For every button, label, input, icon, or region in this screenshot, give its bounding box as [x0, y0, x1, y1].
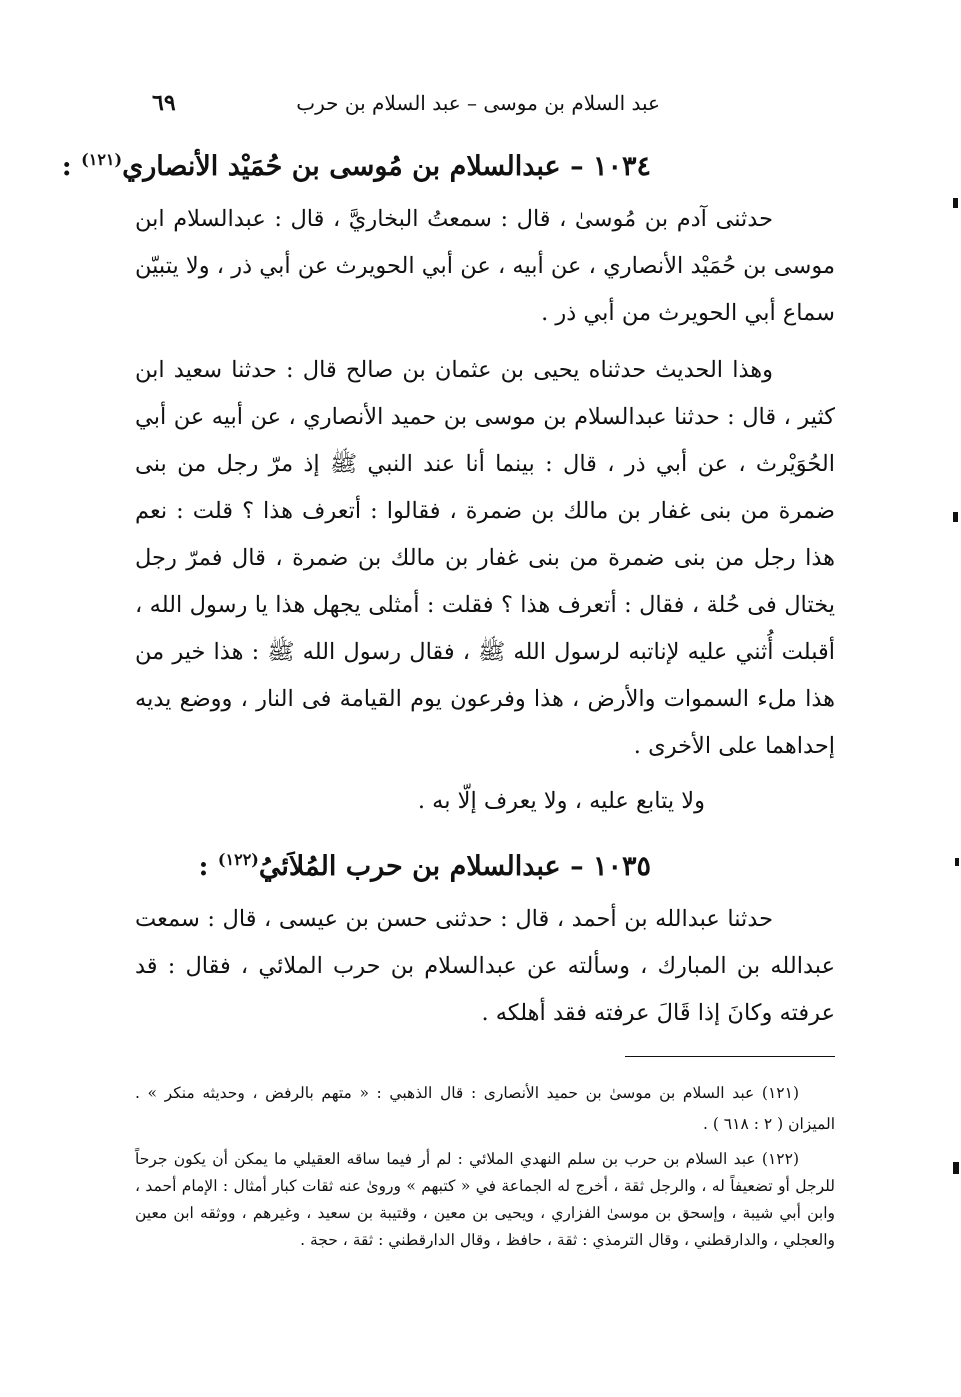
entry-name: عبدالسلام بن حرب المُلاَئيُ: [258, 851, 561, 882]
margin-mark: [953, 198, 958, 208]
paragraph: وهذا الحديث حدثناه يحيى بن عثمان بن صالح قال : حدثنا سعيد ابن كثير ، قال : حدثنا عبدالسلام بن موسى بن حميد الأنصاري ، عن أبيه عن أبي الحُوَيْرث ، عن أبي ذر ، قال : بينما أنا عند النبي ﷺ إذ مرّ رجل من بنى ضمرة من بنى غفار بن مالك بن ضمرة ، فقالوا : أتعرف هذا ؟ قلت : نعم هذا رجل من بنى ضمرة من بنى غفار بن مالك بن ضمرة ، قال فمرّ رجل يختال فى حُلة ، فقال : أتعرف هذا ؟ فقلت : أمثلى يجهل هذا يا رسول الله ، أقبلت أُثني عليه لإناتبه لرسول الله ﷺ ، فقال رسول الله ﷺ : هذا خير من هذا ملء السموات والأرض ، هذا وفرعون يوم القيامة فى النار ، ووضع يديه إحداهما على الأخرى .: [135, 357, 835, 759]
entry-1035-text: [135, 896, 835, 1037]
footnote-reference: (١٢١): [81, 150, 123, 169]
entry-heading-1035: [199, 840, 651, 887]
footnote-121: (١٢١) عبد السلام بن موسىٰ بن حميد الأنصارى : قال الذهبي : « متهم بالرفض ، وحديثه منكر » . الميزان ( ٢ : ٦١٨ ) .: [135, 1084, 835, 1133]
entry-dash: –: [570, 851, 584, 882]
page-header: [130, 88, 660, 122]
entry-colon: :: [198, 851, 209, 882]
paragraph: ولا يتابع عليه ، ولا يعرف إلّا به .: [417, 788, 705, 814]
paragraph: حدثنى آدم بن مُوسىٰ ، قال : سمعتُ البخاريَّ ، قال : عبدالسلام ابن موسى بن حُمَيْد الأنصاري ، عن أبيه ، عن أبي الحويرث عن أبي ذر ، ولا يتبيّن سماع أبي الحويرث من أبي ذر .: [135, 206, 835, 326]
entry-dash: –: [570, 151, 584, 182]
page-number: ٦٩: [152, 90, 176, 116]
footnote-reference: (١٢٢): [217, 850, 259, 869]
entry-number: ١٠٣٤: [592, 151, 651, 182]
paragraph: حدثنا عبدالله بن أحمد ، قال : حدثنى حسن بن عيسى ، قال : سمعت عبدالله بن المبارك ، وسألته عن عبدالسلام بن حرب الملائي ، فقال : قد عرفته وكانَ إذا قَالَ عرفته فقد أهلكه .: [135, 906, 835, 1026]
entry-colon: :: [61, 151, 72, 182]
entry-name: عبدالسلام بن مُوسى بن حُمَيْد الأنصاري: [122, 151, 561, 182]
entry-heading-1034: [62, 140, 651, 187]
footnote-separator: [625, 1056, 835, 1057]
entry-number: ١٠٣٥: [592, 851, 651, 882]
margin-mark: [955, 858, 959, 866]
footnote-122: (١٢٢) عبد السلام بن حرب بن سلم النهدي الملائي : لم أر فيما ساقه العقيلي ما يمكن أن يكون جرحاً للرجل أو تضعيفاً له ، والرجل ثقة ، أخرج له الجماعة في « كتبهم » وروىٰ عنه ثقات كبار أمثال : الإمام أحمد ، وابن أبي شيبة ، وإسحق بن موسىٰ الفزاري ، ويحيى بن معين ، وقتيبة بن سعيد ، وغيرهم ، ووثقه ابن معين والعجلي ، والدارقطني ، وقال الترمذي : ثقة ، حافظ ، وقال الدارقطني : ثقة ، حجة .: [135, 1150, 835, 1249]
margin-mark: [953, 1162, 959, 1174]
running-head: عبد السلام بن موسى – عبد السلام بن حرب: [296, 91, 660, 115]
footnotes: [135, 1078, 835, 1260]
margin-mark: [953, 512, 958, 522]
entry-1034-text: [135, 196, 835, 825]
